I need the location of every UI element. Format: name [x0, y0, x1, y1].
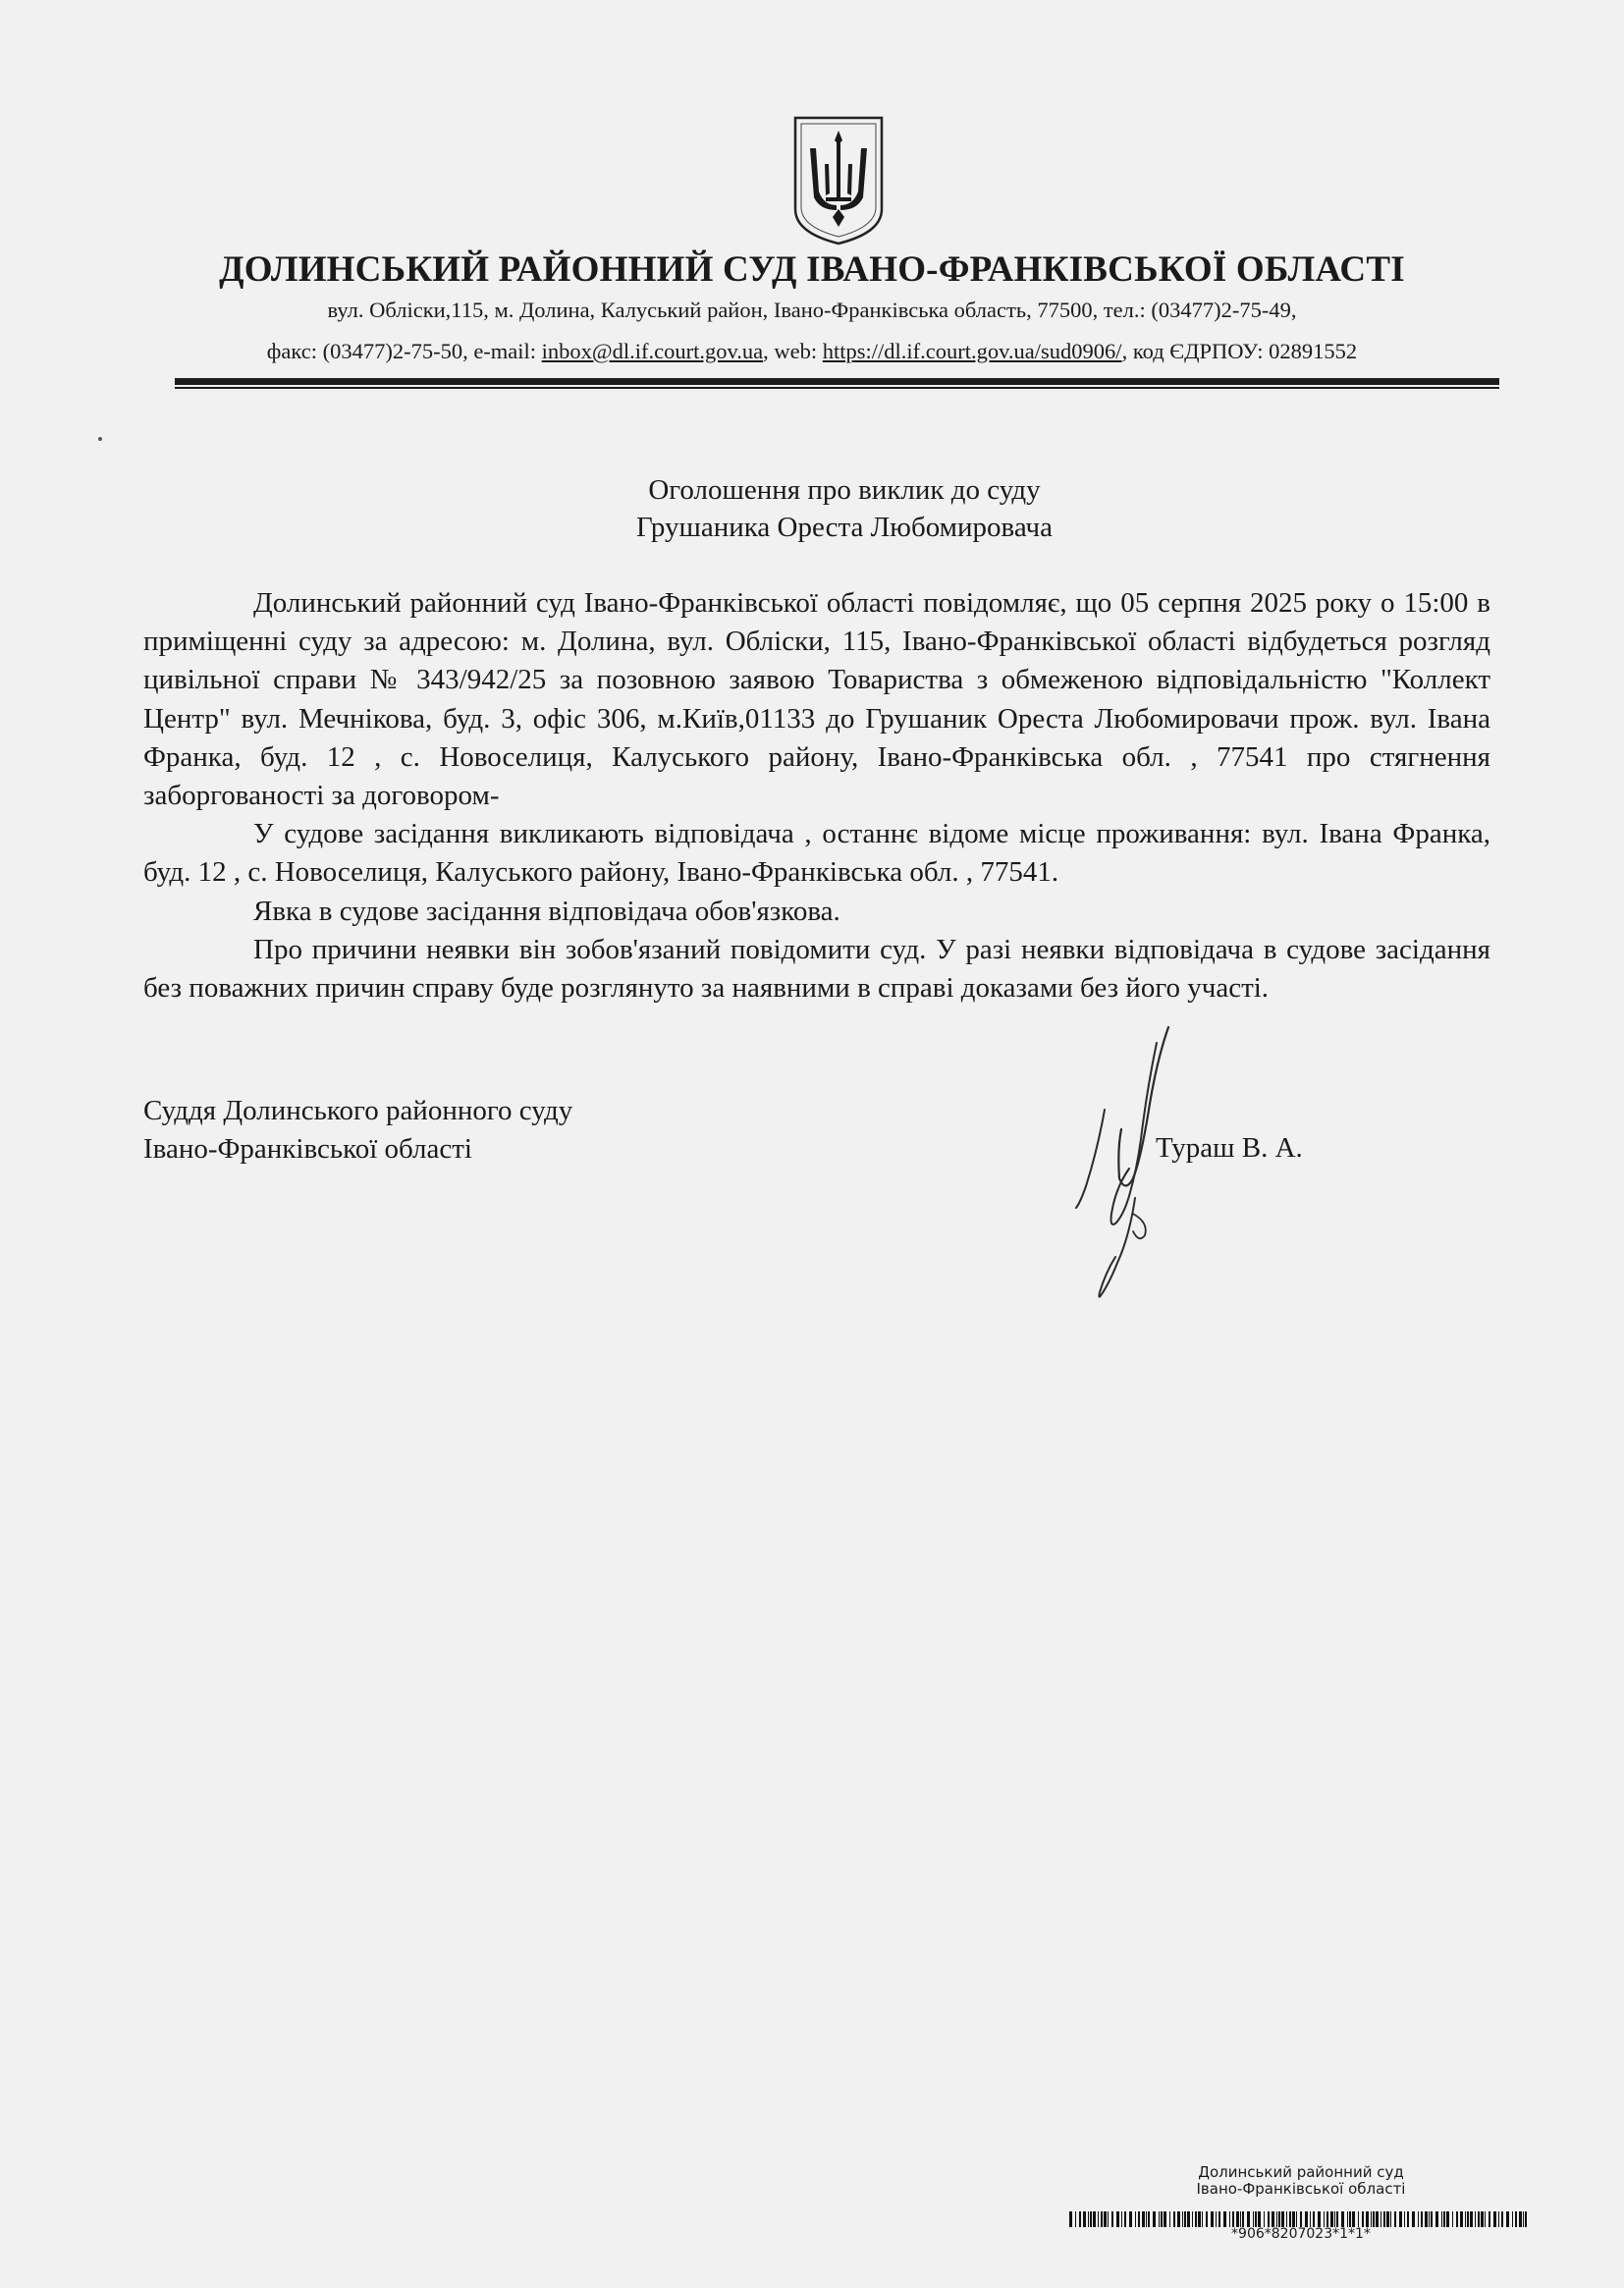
barcode-bar — [1310, 2211, 1311, 2227]
barcode-bar — [1481, 2211, 1484, 2227]
barcode-bar — [1195, 2211, 1197, 2227]
barcode-bar — [1192, 2211, 1193, 2227]
barcode-bar — [1281, 2211, 1284, 2227]
barcode-bar — [1075, 2211, 1076, 2227]
barcode-bar — [1146, 2211, 1147, 2227]
barcode-bar — [1218, 2211, 1220, 2227]
barcode-bar — [1515, 2211, 1517, 2227]
barcode-bar — [1324, 2211, 1325, 2227]
barcode-bar — [1148, 2211, 1150, 2227]
barcode-bar — [1159, 2211, 1160, 2227]
barcode-bar — [1475, 2211, 1476, 2227]
paragraph-attendance: Явка в судове засідання відповідача обов'язкова. — [253, 895, 840, 927]
barcode-bar — [1506, 2211, 1509, 2227]
barcode-bar — [1255, 2211, 1257, 2227]
barcode-bar — [1390, 2211, 1391, 2227]
barcode-bar — [1278, 2211, 1280, 2227]
barcode-bar — [1431, 2211, 1433, 2227]
barcode-bar — [1305, 2211, 1308, 2227]
barcode-bar — [1489, 2211, 1490, 2227]
barcode-bar — [1336, 2211, 1338, 2227]
barcode-bar — [1418, 2211, 1419, 2227]
barcode-bar — [1116, 2211, 1119, 2227]
barcode-bar — [1347, 2211, 1348, 2227]
barcode-bar — [1202, 2211, 1203, 2227]
barcode-bar — [1198, 2211, 1201, 2227]
barcode-bar — [1435, 2211, 1438, 2227]
web-prefix-text: , web: — [763, 339, 823, 363]
barcode-bar — [1498, 2211, 1499, 2227]
edrpou-text: , код ЄДРПОУ: 02891552 — [1121, 339, 1358, 363]
court-contacts — [0, 339, 1624, 364]
barcode-bar — [1093, 2211, 1096, 2227]
barcode-bar — [1460, 2211, 1463, 2227]
barcode-bar — [1173, 2211, 1175, 2227]
barcode-bar — [1272, 2211, 1274, 2227]
barcode-bar — [1223, 2211, 1226, 2227]
barcode-bar — [1101, 2211, 1103, 2227]
barcode-bar — [1090, 2211, 1092, 2227]
barcode-bar — [1512, 2211, 1513, 2227]
barcode-bar — [1380, 2211, 1381, 2227]
barcode-bar — [1216, 2211, 1217, 2227]
barcode-bar — [1069, 2211, 1072, 2227]
judge-position-line2: Івано-Франківської області — [143, 1133, 472, 1165]
barcode-bar — [1478, 2211, 1480, 2227]
barcode-bar — [1211, 2211, 1214, 2227]
barcode-bar — [1098, 2211, 1099, 2227]
barcode-bar — [1182, 2211, 1183, 2227]
barcode-bar — [1443, 2211, 1445, 2227]
barcode-bar — [1366, 2211, 1369, 2227]
stamp-line1: Долинський районний суд — [1198, 2163, 1404, 2181]
barcode-bar — [1276, 2211, 1277, 2227]
barcode-bar — [1399, 2211, 1402, 2227]
barcode-bar — [1129, 2211, 1132, 2227]
barcode — [1069, 2211, 1528, 2227]
barcode-bar — [1386, 2211, 1389, 2227]
registry-stamp — [1070, 2164, 1532, 2198]
barcode-bar — [1501, 2211, 1503, 2227]
barcode-bar — [1164, 2211, 1166, 2227]
stamp-line2: Івано-Франківської області — [1196, 2180, 1406, 2198]
barcode-bar — [1187, 2211, 1190, 2227]
fax-text: факс: (03477)2-75-50, e-mail: — [266, 339, 542, 363]
barcode-bar — [1124, 2211, 1126, 2227]
barcode-bar — [1108, 2211, 1109, 2227]
barcode-bar — [1429, 2211, 1430, 2227]
barcode-bar — [1373, 2211, 1375, 2227]
barcode-bar — [1300, 2211, 1302, 2227]
barcode-bar — [1242, 2211, 1244, 2227]
judge-name: Тураш В. А. — [1156, 1132, 1303, 1164]
barcode-bar — [1376, 2211, 1379, 2227]
barcode-bar — [1330, 2211, 1333, 2227]
barcode-bar — [1470, 2211, 1473, 2227]
barcode-bar — [1247, 2211, 1250, 2227]
barcode-bar — [1229, 2211, 1230, 2227]
document-title: Оголошення про виклик до суду — [648, 474, 1041, 506]
barcode-bar — [1349, 2211, 1351, 2227]
barcode-bar — [1206, 2211, 1208, 2227]
barcode-bar — [1404, 2211, 1405, 2227]
barcode-bar — [1421, 2211, 1423, 2227]
judge-position-line1: Суддя Долинського районного суду — [143, 1095, 573, 1126]
document-subtitle: Грушаника Ореста Любомировача — [635, 512, 1053, 543]
barcode-bar — [1264, 2211, 1265, 2227]
barcode-bar — [1446, 2211, 1449, 2227]
document-body — [143, 584, 1490, 1008]
scan-mark — [98, 437, 102, 441]
barcode-bar — [1289, 2211, 1291, 2227]
barcode-bar — [1268, 2211, 1270, 2227]
barcode-bar — [1456, 2211, 1458, 2227]
website-link[interactable]: https://dl.if.court.gov.ua/sud0906/ — [822, 339, 1122, 363]
paragraph-notice: Долинський районний суд Івано-Франківської області повідомляє, що 05 серпня 2025 року о 15:00 в приміщенні суду за адресою: м. Долина, вул. Обліски, 115, Івано-Франківської області відбудеться розгляд цивільної справи № 343/942/25 за позовною заявою Товариства з обмеженою відповідальністю "Коллект Центр" вул. Мечнікова, буд. 3, офіс 306, м.Київ,01133 до Грушаник Ореста Любомировачи прож. вул. Івана Франка, буд. 12 , с. Новоселиця, Калуського району, Івано-Франківська обл. , 77541 про стягнення заборгованості за договором- — [143, 587, 1490, 812]
barcode-bar — [1292, 2211, 1295, 2227]
barcode-bar — [1318, 2211, 1321, 2227]
barcode-bar — [1352, 2211, 1355, 2227]
barcode-bar — [1184, 2211, 1186, 2227]
paragraph-absence: Про причини неявки він зобов'язаний повідомити суд. У разі неявки відповідача в судове засідання без поважних причин справу буде розглянуто за наявними в справі доказами без його участі. — [143, 933, 1490, 1005]
barcode-bar — [1169, 2211, 1170, 2227]
barcode-bar — [1467, 2211, 1469, 2227]
barcode-bar — [1407, 2211, 1409, 2227]
barcode-bar — [1296, 2211, 1297, 2227]
barcode-bar — [1341, 2211, 1344, 2227]
barcode-bar — [1326, 2211, 1328, 2227]
email-link[interactable]: inbox@dl.if.court.gov.ua — [541, 339, 764, 363]
barcode-bar — [1232, 2211, 1234, 2227]
barcode-bar — [1334, 2211, 1335, 2227]
barcode-bar — [1313, 2211, 1315, 2227]
barcode-number: *906*8207023*1*1* — [1231, 2226, 1371, 2242]
barcode-bar — [1286, 2211, 1287, 2227]
barcode-bar — [1253, 2211, 1254, 2227]
judge-position — [143, 1092, 572, 1169]
barcode-bar — [1079, 2211, 1081, 2227]
barcode-bar — [1493, 2211, 1496, 2227]
barcode-bar — [1525, 2211, 1527, 2227]
barcode-bar — [1394, 2211, 1396, 2227]
barcode-bar — [1358, 2211, 1359, 2227]
barcode-bar — [1441, 2211, 1442, 2227]
barcode-bar — [1371, 2211, 1372, 2227]
header-divider-thick — [175, 378, 1499, 385]
barcode-bar — [1138, 2211, 1140, 2227]
barcode-bar — [1258, 2211, 1261, 2227]
barcode-bar — [1161, 2211, 1163, 2227]
barcode-bar — [1523, 2211, 1524, 2227]
barcode-bar — [1088, 2211, 1089, 2227]
barcode-bar — [1236, 2211, 1239, 2227]
barcode-bar — [1519, 2211, 1522, 2227]
barcode-bar — [1362, 2211, 1364, 2227]
barcode-bar — [1425, 2211, 1428, 2227]
court-address: вул. Обліски,115, м. Долина, Калуський район, Івано-Франківська область, 77500, тел.: (03477)2-75-49, — [327, 298, 1297, 322]
barcode-bar — [1412, 2211, 1415, 2227]
barcode-bar — [1121, 2211, 1122, 2227]
court-name: ДОЛИНСЬКИЙ РАЙОННИЙ СУД ІВАНО-ФРАНКІВСЬКОЇ ОБЛАСТІ — [219, 249, 1405, 290]
barcode-bar — [1083, 2211, 1086, 2227]
barcode-bar — [1383, 2211, 1385, 2227]
barcode-bar — [1177, 2211, 1180, 2227]
barcode-bar — [1485, 2211, 1486, 2227]
barcode-bar — [1240, 2211, 1241, 2227]
header-divider-thin — [175, 387, 1499, 389]
barcode-bar — [1142, 2211, 1145, 2227]
barcode-bar — [1111, 2211, 1113, 2227]
barcode-bar — [1465, 2211, 1466, 2227]
barcode-bar — [1153, 2211, 1156, 2227]
barcode-bar — [1135, 2211, 1136, 2227]
paragraph-summons: У судове засідання викликають відповідача , останнє відоме місце проживання: вул. Івана Франка, буд. 12 , с. Новоселиця, Калуського району, Івано-Франківська обл. , 77541. — [143, 818, 1490, 889]
barcode-bar — [1452, 2211, 1453, 2227]
trident-coat-of-arms-icon — [792, 115, 885, 246]
barcode-bar — [1104, 2211, 1107, 2227]
